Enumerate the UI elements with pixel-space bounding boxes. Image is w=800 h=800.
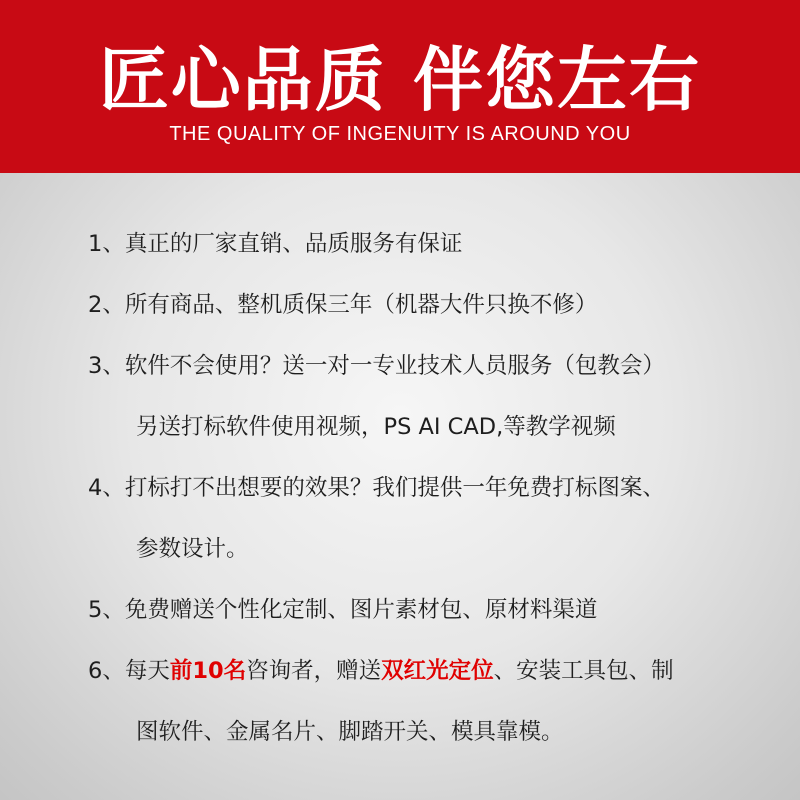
list-item-6-text-b: 咨询者，赠送	[246, 658, 382, 684]
list-item-1: 1、真正的厂家直销、品质服务有保证	[88, 231, 463, 257]
list-item-6	[88, 656, 674, 686]
list-item-4-continued: 参数设计。	[136, 536, 249, 562]
list-item-6-text-c: 、安装工具包、制	[493, 658, 674, 684]
banner-title: 匠心品质 伴您左右	[98, 39, 702, 121]
list-item-6-text-a: 6、每天	[88, 658, 170, 684]
list-item-3-continued: 另送打标软件使用视频，PS AI CAD,等教学视频	[136, 414, 616, 440]
highlight-red-light-positioning: 双红光定位	[381, 658, 494, 684]
list-item-5: 5、免费赠送个性化定制、图片素材包、原材料渠道	[88, 597, 598, 623]
list-item-4: 4、打标打不出想要的效果？我们提供一年免费打标图案、	[88, 475, 665, 501]
highlight-top-10: 前10名	[169, 658, 247, 684]
banner-subtitle: THE QUALITY OF INGENUITY IS AROUND YOU	[169, 123, 631, 145]
list-item-2: 2、所有商品、整机质保三年（机器大件只换不修）	[88, 292, 598, 318]
list-item-6-continued: 图软件、金属名片、脚踏开关、模具靠模。	[136, 719, 564, 745]
list-item-3: 3、软件不会使用？送一对一专业技术人员服务（包教会）	[88, 353, 665, 379]
